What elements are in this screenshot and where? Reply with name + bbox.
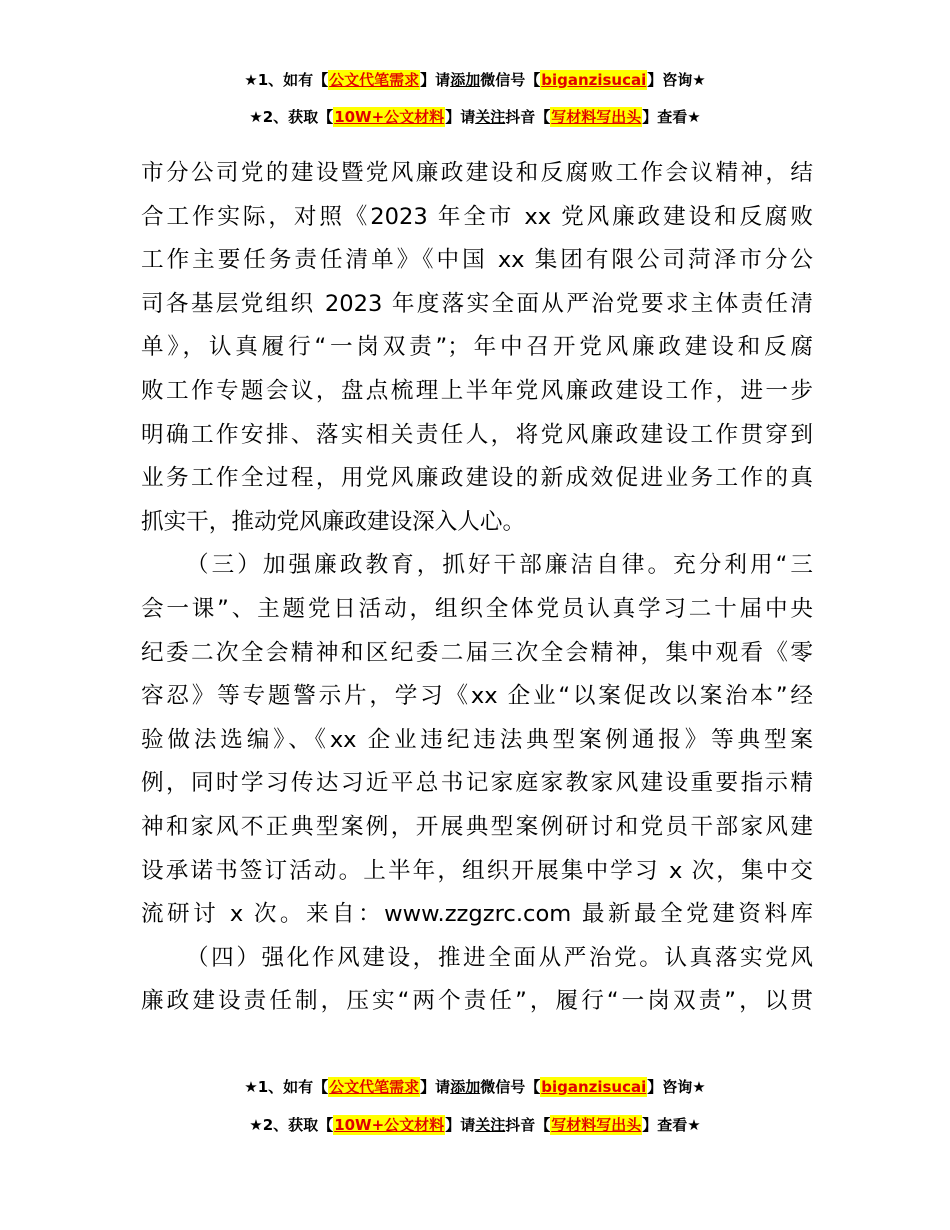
body-line: 市分公司党的建设暨党风廉政建设和反腐败工作会议精神，结 bbox=[141, 160, 813, 186]
body-line: 合工作实际，对照《2023 年全市 xx 党风廉政建设和反腐败 bbox=[141, 203, 813, 230]
body-line: 败工作专题会议，盘点梳理上半年党风廉政建设工作，进一步 bbox=[141, 377, 813, 404]
body-line: 容忍》等专题警示片，学习《xx 企业“以案促改以案治本”经 bbox=[141, 683, 813, 710]
promo-text: ★1、如有【 bbox=[244, 1078, 329, 1096]
promo-text: 】请 bbox=[420, 71, 451, 89]
promo-highlight-douyin-account: 写材料写出头 bbox=[551, 108, 642, 126]
promo-text: 微信号【 bbox=[480, 1078, 541, 1096]
body-line: 司各基层党组织 2023 年度落实全面从严治党要求主体责任清 bbox=[141, 290, 813, 317]
promo-text: 抖音【 bbox=[505, 108, 551, 126]
promo-text: 】咨询★ bbox=[647, 71, 706, 89]
promo-line-1-top bbox=[0, 70, 950, 90]
promo-highlight-wechat-id: biganzisucai bbox=[541, 1078, 647, 1096]
promo-text: ★1、如有【 bbox=[244, 71, 329, 89]
promo-emphasis: 添加 bbox=[450, 1078, 481, 1096]
body-line: 会一课”、主题党日活动，组织全体党员认真学习二十届中央 bbox=[141, 595, 813, 622]
promo-text: ★2、获取【 bbox=[249, 108, 334, 126]
promo-text: ★2、获取【 bbox=[249, 1116, 334, 1134]
promo-text: 】请 bbox=[445, 108, 476, 126]
body-line: 例，同时学习传达习近平总书记家庭家教家风建设重要指示精 bbox=[141, 770, 813, 797]
body-paragraph-3 bbox=[141, 937, 813, 1024]
body-line: 验做法选编》、《xx 企业违纪违法典型案例通报》等典型案 bbox=[141, 726, 813, 753]
body-line: 纪委二次全会精神和区纪委二届三次全会精神，集中观看《零 bbox=[141, 639, 813, 666]
promo-text: 】请 bbox=[445, 1116, 476, 1134]
body-line: 业务工作全过程，用党风廉政建设的新成效促进业务工作的真 bbox=[141, 465, 813, 492]
promo-text: 】请 bbox=[420, 1078, 451, 1096]
promo-emphasis: 关注 bbox=[475, 108, 506, 126]
body-paragraph-1 bbox=[141, 152, 813, 544]
promo-highlight-materials: 10W+公文材料 bbox=[334, 108, 445, 126]
body-line: （三）加强廉政教育，抓好干部廉洁自律。充分利用“三 bbox=[186, 552, 813, 579]
body-line: （四）强化作风建设，推进全面从严治党。认真落实党风 bbox=[186, 944, 813, 971]
body-line: 抓实干，推动党风廉政建设深入人心。 bbox=[141, 508, 526, 535]
promo-highlight-wechat-id: biganzisucai bbox=[541, 71, 647, 89]
document-body bbox=[141, 152, 813, 1024]
body-line: 设承诺书签订活动。上半年，组织开展集中学习 x 次，集中交 bbox=[141, 857, 813, 884]
promo-text: 】咨询★ bbox=[647, 1078, 706, 1096]
body-line: 单》，认真履行“一岗双责”；年中召开党风廉政建设和反腐 bbox=[141, 334, 813, 361]
body-line: 流研讨 x 次。来自：www.zzgzrc.com 最新最全党建资料库 bbox=[141, 901, 813, 928]
promo-line-2-bottom bbox=[0, 1115, 950, 1135]
body-line: 神和家风不正典型案例，开展典型案例研讨和党员干部家风建 bbox=[141, 813, 813, 840]
body-paragraph-2 bbox=[141, 544, 813, 936]
body-line: 工作主要任务责任清单》《中国 xx 集团有限公司菏泽市分公 bbox=[141, 247, 813, 274]
promo-highlight-service: 公文代笔需求 bbox=[329, 1078, 420, 1096]
promo-highlight-service: 公文代笔需求 bbox=[329, 71, 420, 89]
promo-line-2-top bbox=[0, 107, 950, 127]
promo-highlight-douyin-account: 写材料写出头 bbox=[551, 1116, 642, 1134]
promo-text: 】查看★ bbox=[642, 108, 701, 126]
body-line: 廉政建设责任制，压实“两个责任”，履行“一岗双责”，以贯 bbox=[141, 988, 813, 1015]
promo-text: 微信号【 bbox=[480, 71, 541, 89]
body-line: 明确工作安排、落实相关责任人，将党风廉政建设工作贯穿到 bbox=[141, 421, 813, 448]
promo-line-1-bottom bbox=[0, 1077, 950, 1097]
promo-emphasis: 关注 bbox=[475, 1116, 506, 1134]
promo-text: 】查看★ bbox=[642, 1116, 701, 1134]
promo-highlight-materials: 10W+公文材料 bbox=[334, 1116, 445, 1134]
promo-emphasis: 添加 bbox=[450, 71, 481, 89]
promo-text: 抖音【 bbox=[505, 1116, 551, 1134]
